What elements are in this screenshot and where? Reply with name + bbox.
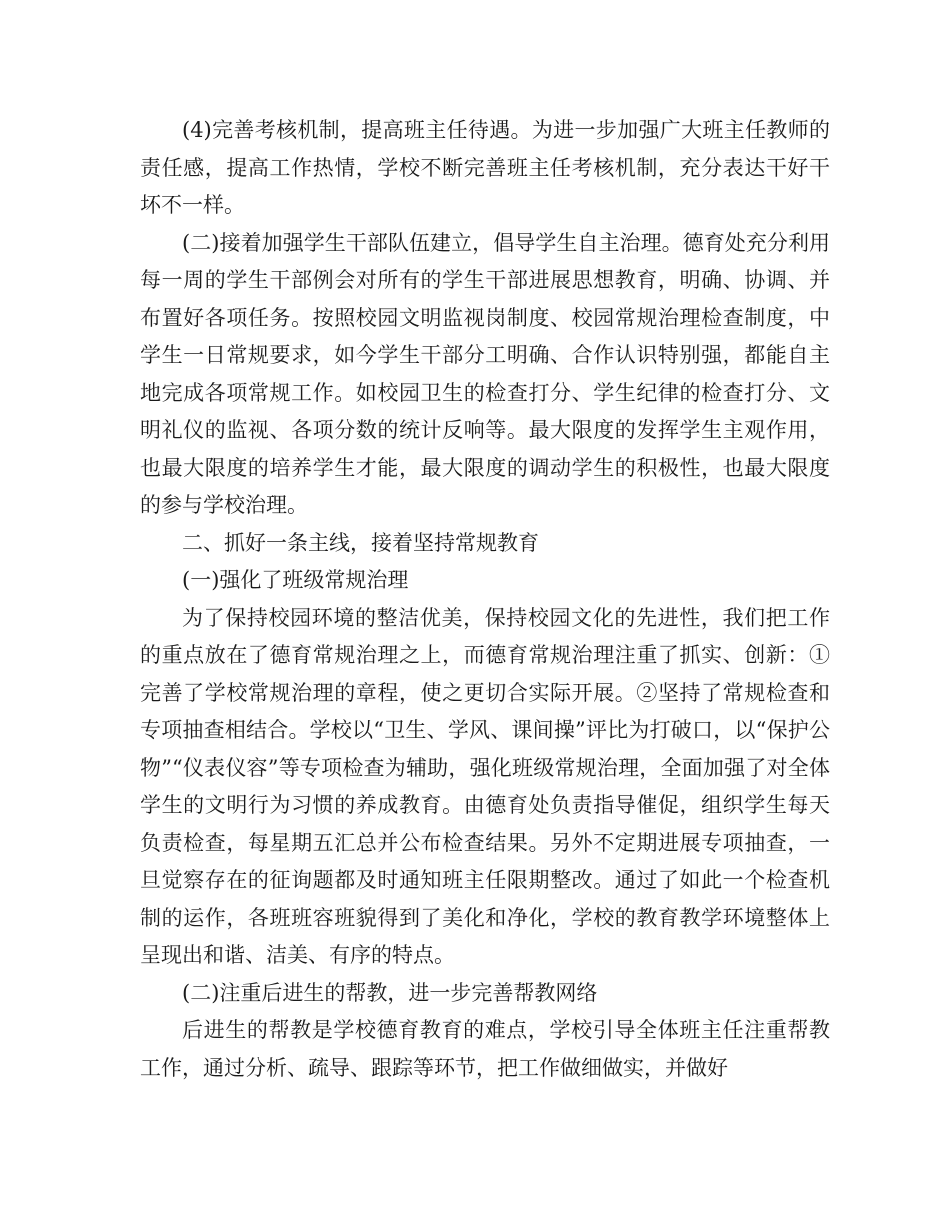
paragraph-student-cadres: (二)接着加强学生干部队伍建立，倡导学生自主治理。德育处充分利用每一周的学生干部例会对所有的学生干部进展思想教育，明确、协调、并布置好各项任务。按照校园文明监视岗制度、校园常规治理检查制度，中学生一日常规要求，如今学生干部分工明确、合作认识特别强，都能自主地完成各项常规工作。如校园卫生的检查打分、学生纪律的检查打分、文明礼仪的监视、各项分数的统计反响等。最大限度的发挥学生主观作用，也最大限度的培养学生才能，最大限度的调动学生的积极性，也最大限度的参与学校治理。 — [140, 230, 830, 517]
subheading-underachiever-help: (二)注重后进生的帮教，进一步完善帮教网络 — [182, 980, 598, 1005]
paragraph-routine-management: 为了保持校园环境的整洁优美，保持校园文化的先进性，我们把工作的重点放在了德育常规治理之上，而德育常规治理注重了抓实、创新：①完善了学校常规治理的章程，使之更切合实际开展。②坚持了常规检查和专项抽查相结合。学校以“卫生、学风、课间操”评比为打破口，以“保护公物”“仪表仪容”等专项检查为辅助，强化班级常规治理，全面加强了对全体学生的文明行为习惯的养成教育。由德育处负责指导催促，组织学生每天负责检查，每星期五汇总并公布检查结果。另外不定期进展专项抽查，一旦觉察存在的征询题都及时通知班主任限期整改。通过了如此一个检查机制的运作，各班班容班貌得到了美化和净化，学校的教育教学环境整体上呈现出和谐、洁美、有序的特点。 — [140, 605, 830, 967]
document-body — [140, 112, 830, 1087]
section-heading-main-line: 二、抓好一条主线，接着坚持常规教育 — [182, 530, 539, 555]
paragraph-underachiever-help: 后进生的帮教是学校德育教育的难点，学校引导全体班主任注重帮教工作，通过分析、疏导、跟踪等环节，把工作做细做实，并做好 — [140, 1018, 830, 1080]
subheading-class-routine: (一)强化了班级常规治理 — [182, 568, 409, 592]
paragraph-assessment-mechanism: (4)完善考核机制，提高班主任待遇。为进一步加强广大班主任教师的责任感，提高工作热情，学校不断完善班主任考核机制，充分表达干好干坏不一样。 — [140, 118, 830, 217]
